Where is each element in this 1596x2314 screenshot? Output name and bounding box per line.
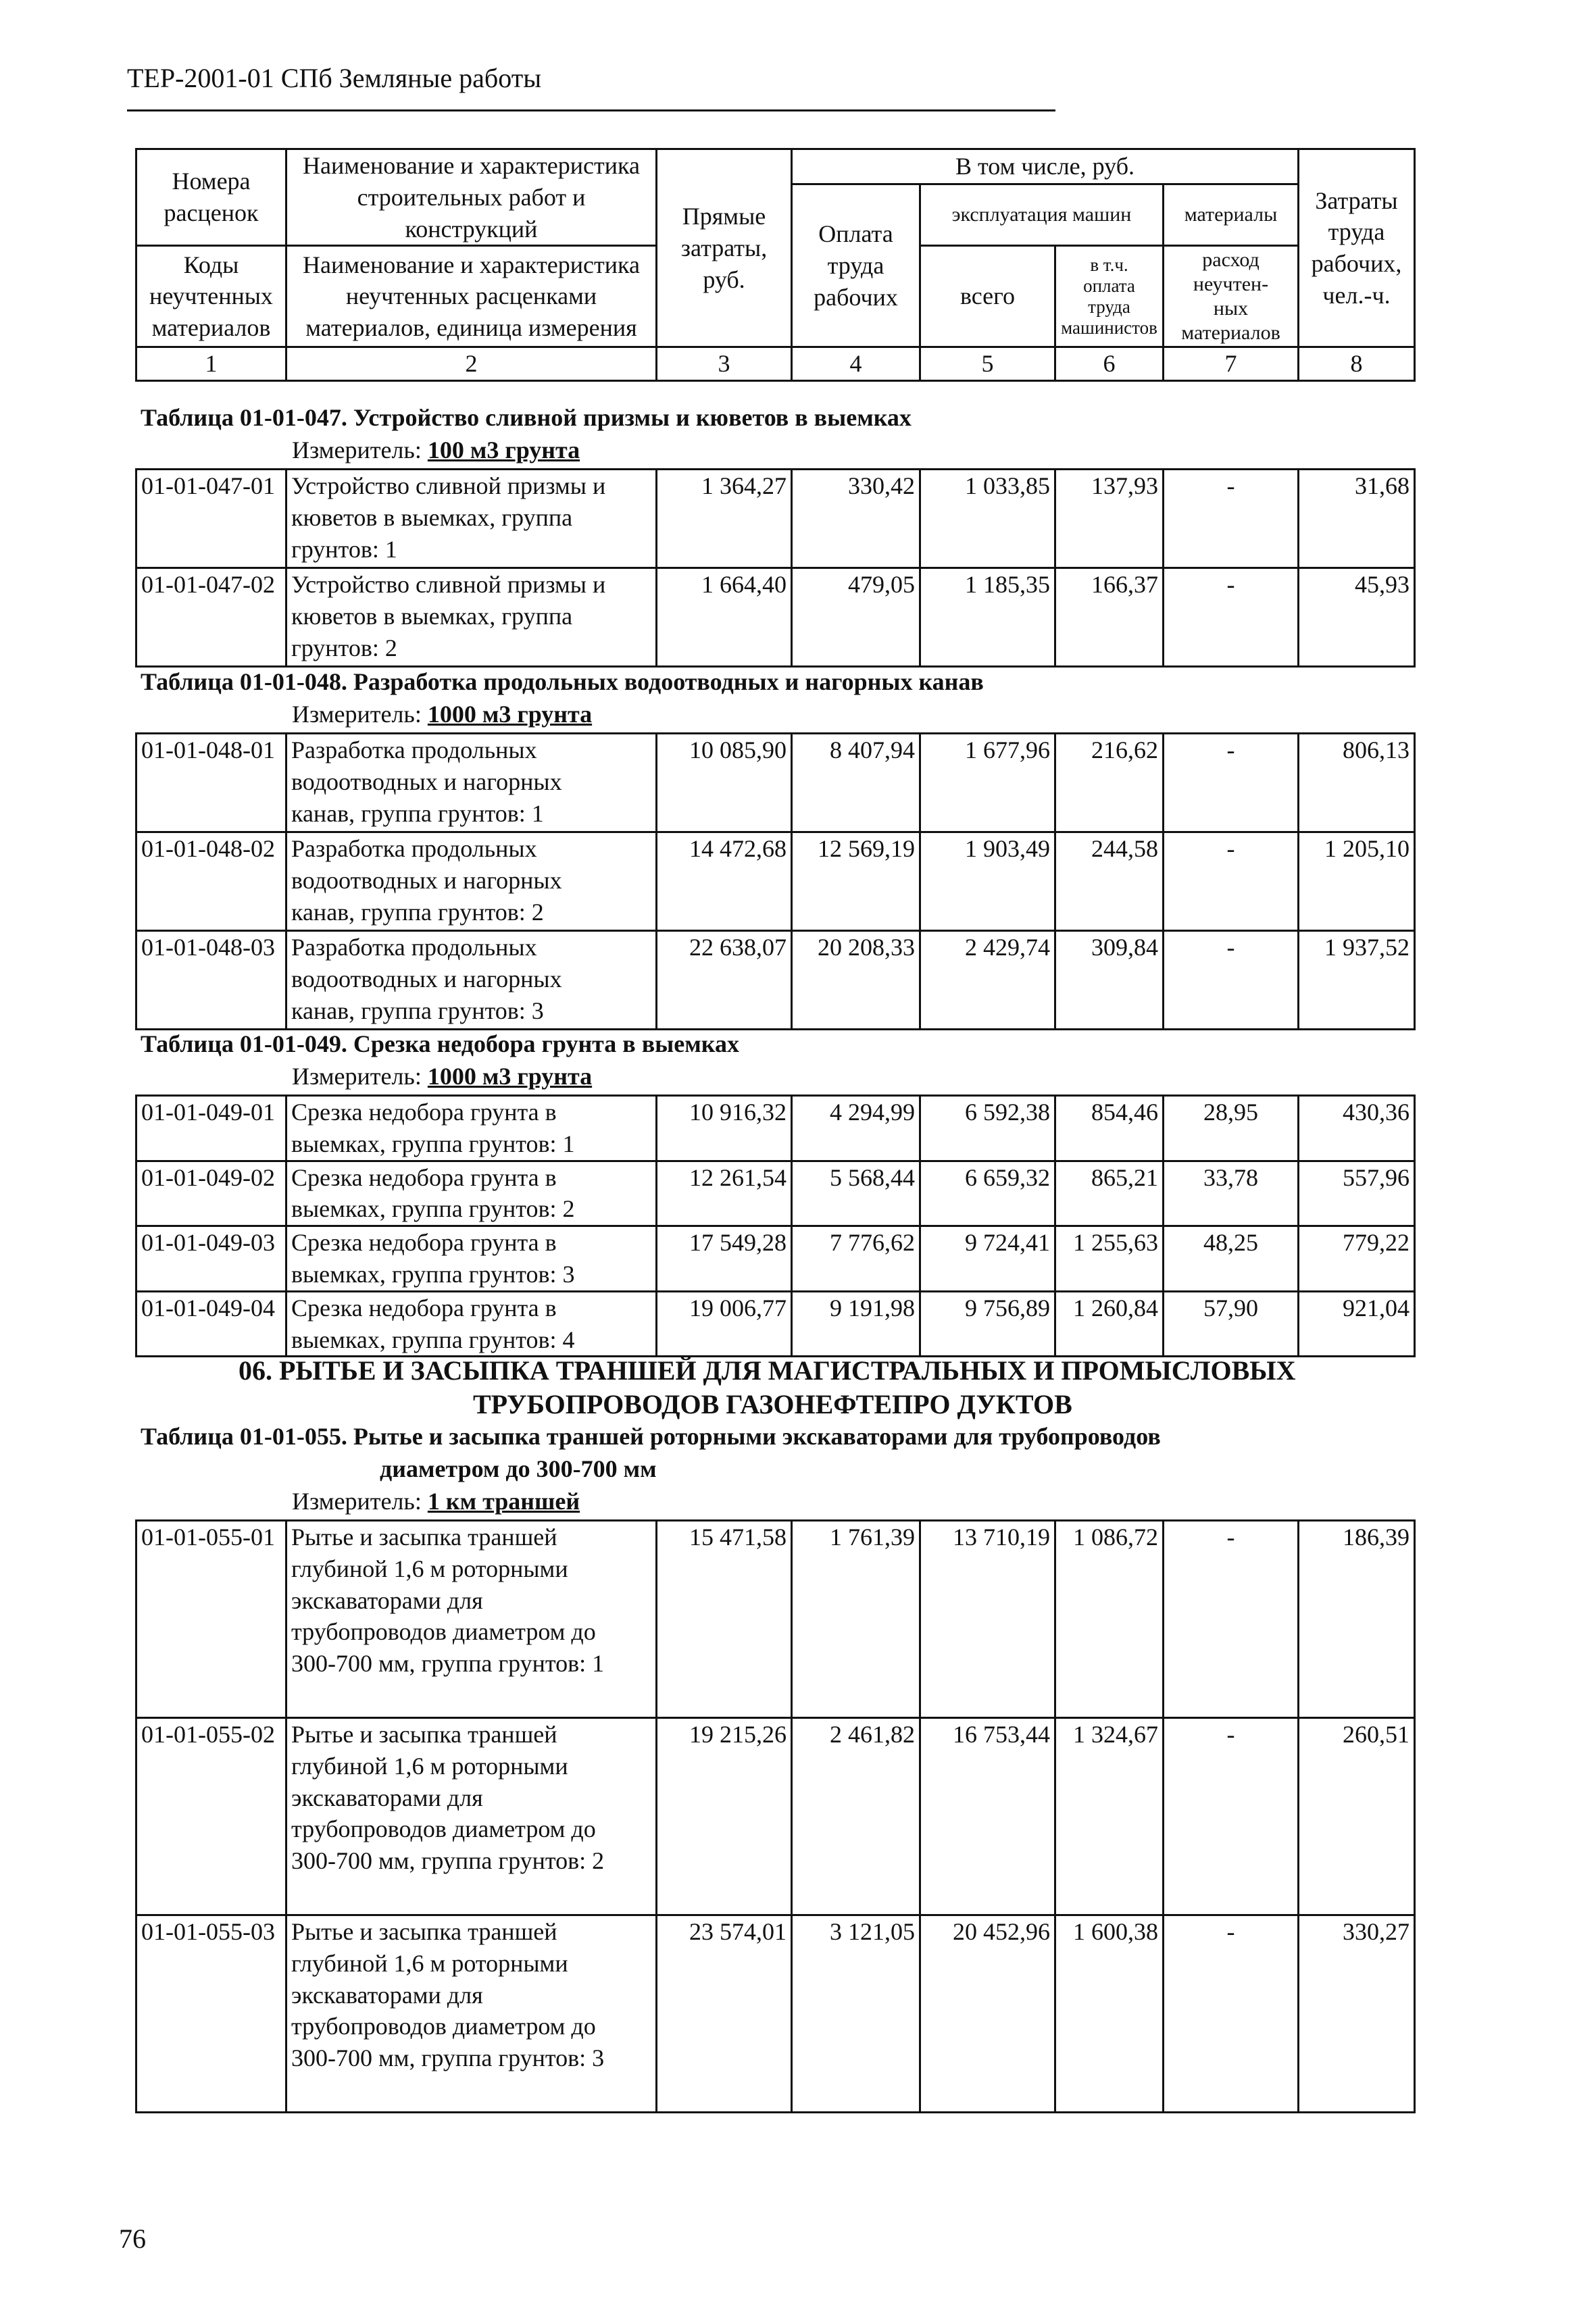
- header-col-number: 4: [792, 347, 920, 381]
- unaccounted-materials: -: [1164, 568, 1299, 667]
- header-col-number: 8: [1299, 347, 1415, 381]
- labor-costs: 330,27: [1299, 1915, 1415, 2113]
- worker-wages: 20 208,33: [792, 931, 920, 1030]
- rate-code: 01-01-055-03: [136, 1915, 286, 2113]
- work-description: [286, 1521, 657, 1718]
- description-line: Разработка продольных: [291, 934, 537, 961]
- worker-wages: 9 191,98: [792, 1291, 920, 1357]
- description-line: экскаваторами для: [291, 1784, 483, 1811]
- header-line: труда: [1328, 218, 1385, 246]
- table-row: [136, 832, 1415, 931]
- labor-costs: 1 937,52: [1299, 931, 1415, 1030]
- labor-costs: 557,96: [1299, 1161, 1415, 1226]
- header-line: чел.-ч.: [1322, 281, 1391, 309]
- running-head: ТЕР-2001-01 СПб Земляные работы: [127, 63, 542, 93]
- description-line: 300-700 мм, группа грунтов: 1: [291, 1650, 605, 1678]
- table-row: [136, 470, 1415, 568]
- machinist-wages: 1 260,84: [1055, 1291, 1164, 1357]
- description-line: трубопроводов диаметром до: [291, 1618, 596, 1646]
- description-line: глубиной 1,6 м роторными: [291, 1555, 568, 1582]
- machine-costs-total: 16 753,44: [920, 1718, 1055, 1915]
- table-048: [135, 732, 1416, 1030]
- rate-code: 01-01-049-04: [136, 1291, 286, 1357]
- header-line: Номера: [172, 168, 251, 195]
- header-line: Коды: [183, 251, 239, 278]
- header-line: неучтенных: [149, 282, 273, 310]
- work-description: [286, 1718, 657, 1915]
- rate-code: 01-01-049-02: [136, 1161, 286, 1226]
- labor-costs: 430,36: [1299, 1096, 1415, 1161]
- worker-wages: 4 294,99: [792, 1096, 920, 1161]
- machinist-wages: 1 086,72: [1055, 1521, 1164, 1718]
- labor-costs: 260,51: [1299, 1718, 1415, 1915]
- header-line: материалов, единица измерения: [305, 314, 637, 342]
- rate-code: 01-01-049-03: [136, 1226, 286, 1292]
- description-line: грунтов: 1: [291, 535, 397, 563]
- machinist-wages: 1 324,67: [1055, 1718, 1164, 1915]
- labor-costs: 806,13: [1299, 734, 1415, 832]
- header-line: затраты,: [680, 234, 768, 261]
- description-line: водоотводных и нагорных: [291, 965, 562, 992]
- work-description: [286, 832, 657, 931]
- header-col6: [1055, 246, 1164, 347]
- machine-costs-total: 20 452,96: [920, 1915, 1055, 2113]
- header-line: руб.: [703, 266, 745, 293]
- header-line: Затраты: [1315, 186, 1398, 214]
- header-line: машинистов: [1061, 317, 1157, 338]
- table-row: [136, 931, 1415, 1030]
- machinist-wages: 854,46: [1055, 1096, 1164, 1161]
- machine-costs-total: 9 724,41: [920, 1226, 1055, 1292]
- machinist-wages: 166,37: [1055, 568, 1164, 667]
- worker-wages: 2 461,82: [792, 1718, 920, 1915]
- machine-costs-total: 13 710,19: [920, 1521, 1055, 1718]
- description-line: глубиной 1,6 м роторными: [291, 1949, 568, 1977]
- table-row: [136, 568, 1415, 667]
- header-line: Прямые: [682, 203, 766, 230]
- direct-costs: 12 261,54: [657, 1161, 792, 1226]
- header-group: В том числе, руб.: [792, 149, 1299, 184]
- rate-code: 01-01-048-01: [136, 734, 286, 832]
- header-line: в т.ч.: [1090, 254, 1128, 275]
- table-055-caption-line2: диаметром до 300-700 мм: [380, 1455, 657, 1482]
- unaccounted-materials: -: [1164, 1915, 1299, 2113]
- table-047-caption: Таблица 01-01-047. Устройство сливной призмы и кюветов в выемках: [141, 404, 912, 431]
- description-line: кюветов в выемках, группа: [291, 503, 573, 531]
- direct-costs: 14 472,68: [657, 832, 792, 931]
- description-line: Разработка продольных: [291, 736, 537, 763]
- unaccounted-materials: -: [1164, 931, 1299, 1030]
- header-col4: [792, 184, 920, 347]
- description-line: экскаваторами для: [291, 1586, 483, 1614]
- section-06-title-line2: ТРУБОПРОВОДОВ ГАЗОНЕФТЕПРО ДУКТОВ: [473, 1389, 1072, 1419]
- table-row: [136, 1291, 1415, 1357]
- header-col5: всего: [920, 246, 1055, 347]
- header-line: Оплата: [818, 220, 893, 247]
- description-line: трубопроводов диаметром до: [291, 1815, 596, 1843]
- rate-code: 01-01-055-02: [136, 1718, 286, 1915]
- machinist-wages: 865,21: [1055, 1161, 1164, 1226]
- machinist-wages: 1 600,38: [1055, 1915, 1164, 2113]
- table-048-measure: Измеритель: 1000 м3 грунта: [292, 701, 593, 728]
- table-055-measure: Измеритель: 1 км траншей: [292, 1488, 580, 1515]
- unaccounted-materials: -: [1164, 470, 1299, 568]
- rate-code: 01-01-047-02: [136, 568, 286, 667]
- description-line: Разработка продольных: [291, 835, 537, 862]
- page-number: 76: [119, 2223, 146, 2254]
- labor-costs: 921,04: [1299, 1291, 1415, 1357]
- header-line: Наименование и характеристика: [303, 152, 640, 179]
- header-machines: эксплуатация машин: [920, 184, 1164, 246]
- table-row: [136, 1096, 1415, 1161]
- table-047: [135, 468, 1416, 668]
- work-description: [286, 1096, 657, 1161]
- worker-wages: 7 776,62: [792, 1226, 920, 1292]
- description-line: выемках, группа грунтов: 3: [291, 1260, 575, 1288]
- description-line: Устройство сливной призмы и: [291, 472, 606, 499]
- direct-costs: 10 916,32: [657, 1096, 792, 1161]
- header-col-number: 5: [920, 347, 1055, 381]
- header-line: строительных работ и конструкций: [357, 183, 586, 243]
- table-055-caption: Таблица 01-01-055. Рытье и засыпка траншей роторными экскаваторами для трубопроводов: [141, 1423, 1161, 1450]
- work-description: [286, 470, 657, 568]
- header-line: труда: [827, 251, 884, 279]
- description-line: выемках, группа грунтов: 2: [291, 1195, 575, 1223]
- description-line: канав, группа грунтов: 3: [291, 997, 544, 1024]
- header-line: расценок: [164, 199, 259, 227]
- machine-costs-total: 1 033,85: [920, 470, 1055, 568]
- direct-costs: 23 574,01: [657, 1915, 792, 2113]
- table-row: [136, 1915, 1415, 2113]
- header-col-number: 6: [1055, 347, 1164, 381]
- header-col2-bottom: [286, 246, 657, 347]
- header-col1-bottom: [136, 246, 286, 347]
- header-materials: материалы: [1164, 184, 1299, 246]
- unaccounted-materials: -: [1164, 1521, 1299, 1718]
- machine-costs-total: 6 592,38: [920, 1096, 1055, 1161]
- description-line: выемках, группа грунтов: 1: [291, 1130, 575, 1157]
- rate-code: 01-01-048-02: [136, 832, 286, 931]
- unaccounted-materials: 57,90: [1164, 1291, 1299, 1357]
- table-048-caption: Таблица 01-01-048. Разработка продольных водоотводных и нагорных канав: [141, 668, 984, 695]
- work-description: [286, 568, 657, 667]
- direct-costs: 19 215,26: [657, 1718, 792, 1915]
- labor-costs: 186,39: [1299, 1521, 1415, 1718]
- table-row: [136, 1226, 1415, 1292]
- machinist-wages: 244,58: [1055, 832, 1164, 931]
- work-description: [286, 734, 657, 832]
- header-line: неучтен-: [1193, 272, 1269, 295]
- description-line: Срезка недобора грунта в: [291, 1099, 557, 1126]
- description-line: Срезка недобора грунта в: [291, 1163, 557, 1191]
- labor-costs: 779,22: [1299, 1226, 1415, 1292]
- machinist-wages: 137,93: [1055, 470, 1164, 568]
- table-049-caption: Таблица 01-01-049. Срезка недобора грунта в выемках: [141, 1030, 739, 1057]
- header-col-number: 3: [657, 347, 792, 381]
- unaccounted-materials: -: [1164, 1718, 1299, 1915]
- labor-costs: 31,68: [1299, 470, 1415, 568]
- unaccounted-materials: 28,95: [1164, 1096, 1299, 1161]
- rate-code: 01-01-047-01: [136, 470, 286, 568]
- direct-costs: 1 664,40: [657, 568, 792, 667]
- header-line: материалов: [151, 314, 271, 342]
- unaccounted-materials: -: [1164, 734, 1299, 832]
- labor-costs: 45,93: [1299, 568, 1415, 667]
- unaccounted-materials: 48,25: [1164, 1226, 1299, 1292]
- header-col2-top: [286, 149, 657, 246]
- work-description: [286, 1915, 657, 2113]
- header-col-number: 1: [136, 347, 286, 381]
- description-line: кюветов в выемках, группа: [291, 602, 573, 630]
- column-header-table: [135, 148, 1416, 382]
- table-049-measure: Измеритель: 1000 м3 грунта: [292, 1063, 593, 1090]
- direct-costs: 19 006,77: [657, 1291, 792, 1357]
- machinist-wages: 309,84: [1055, 931, 1164, 1030]
- work-description: [286, 1226, 657, 1292]
- description-line: Срезка недобора грунта в: [291, 1229, 557, 1257]
- worker-wages: 3 121,05: [792, 1915, 920, 2113]
- table-055: [135, 1519, 1416, 2113]
- machinist-wages: 1 255,63: [1055, 1226, 1164, 1292]
- header-col-number: 2: [286, 347, 657, 381]
- description-line: водоотводных и нагорных: [291, 866, 562, 894]
- machine-costs-total: 2 429,74: [920, 931, 1055, 1030]
- unaccounted-materials: 33,78: [1164, 1161, 1299, 1226]
- description-line: глубиной 1,6 м роторными: [291, 1752, 568, 1780]
- work-description: [286, 1291, 657, 1357]
- header-rule: [127, 109, 1055, 111]
- direct-costs: 15 471,58: [657, 1521, 792, 1718]
- description-line: Рытье и засыпка траншей: [291, 1524, 557, 1551]
- labor-costs: 1 205,10: [1299, 832, 1415, 931]
- header-line: расход: [1202, 248, 1260, 271]
- rate-code: 01-01-048-03: [136, 931, 286, 1030]
- worker-wages: 12 569,19: [792, 832, 920, 931]
- direct-costs: 17 549,28: [657, 1226, 792, 1292]
- header-col1-top: [136, 149, 286, 246]
- worker-wages: 330,42: [792, 470, 920, 568]
- description-line: грунтов: 2: [291, 634, 397, 661]
- header-line: оплата: [1083, 275, 1135, 296]
- description-line: экскаваторами для: [291, 1981, 483, 2009]
- description-line: 300-700 мм, группа грунтов: 2: [291, 1847, 605, 1875]
- worker-wages: 1 761,39: [792, 1521, 920, 1718]
- unaccounted-materials: -: [1164, 832, 1299, 931]
- machine-costs-total: 6 659,32: [920, 1161, 1055, 1226]
- table-047-measure: Измеритель: 100 м3 грунта: [292, 436, 580, 463]
- header-line: труда: [1088, 296, 1130, 317]
- description-line: канав, группа грунтов: 2: [291, 898, 544, 926]
- header-line: Наименование и характеристика: [303, 251, 640, 278]
- direct-costs: 1 364,27: [657, 470, 792, 568]
- worker-wages: 8 407,94: [792, 734, 920, 832]
- description-line: Рытье и засыпка траншей: [291, 1918, 557, 1945]
- machine-costs-total: 1 677,96: [920, 734, 1055, 832]
- table-row: [136, 1521, 1415, 1718]
- rate-code: 01-01-049-01: [136, 1096, 286, 1161]
- worker-wages: 479,05: [792, 568, 920, 667]
- header-col8: [1299, 149, 1415, 347]
- description-line: водоотводных и нагорных: [291, 768, 562, 795]
- direct-costs: 10 085,90: [657, 734, 792, 832]
- header-line: неучтенных расценками: [345, 282, 597, 310]
- table-row: [136, 734, 1415, 832]
- machinist-wages: 216,62: [1055, 734, 1164, 832]
- work-description: [286, 1161, 657, 1226]
- section-06-title-line1: 06. РЫТЬЕ И ЗАСЫПКА ТРАНШЕЙ ДЛЯ МАГИСТРАЛЬНЫХ И ПРОМЫСЛОВЫХ: [239, 1355, 1296, 1386]
- header-col7: [1164, 246, 1299, 347]
- table-049: [135, 1095, 1416, 1357]
- header-line: рабочих,: [1311, 250, 1402, 278]
- table-row: [136, 1161, 1415, 1226]
- rate-code: 01-01-055-01: [136, 1521, 286, 1718]
- header-line: материалов: [1181, 321, 1280, 344]
- header-col3: [657, 149, 792, 347]
- description-line: выемках, группа грунтов: 4: [291, 1326, 575, 1353]
- machine-costs-total: 1 185,35: [920, 568, 1055, 667]
- description-line: Срезка недобора грунта в: [291, 1294, 557, 1322]
- header-line: ных: [1213, 297, 1249, 320]
- description-line: Рытье и засыпка траншей: [291, 1721, 557, 1748]
- description-line: канав, группа грунтов: 1: [291, 799, 544, 827]
- direct-costs: 22 638,07: [657, 931, 792, 1030]
- machine-costs-total: 1 903,49: [920, 832, 1055, 931]
- description-line: 300-700 мм, группа грунтов: 3: [291, 2044, 605, 2072]
- description-line: трубопроводов диаметром до: [291, 2013, 596, 2040]
- table-row: [136, 1718, 1415, 1915]
- description-line: Устройство сливной призмы и: [291, 571, 606, 598]
- header-line: рабочих: [814, 283, 898, 311]
- header-col-number: 7: [1164, 347, 1299, 381]
- machine-costs-total: 9 756,89: [920, 1291, 1055, 1357]
- worker-wages: 5 568,44: [792, 1161, 920, 1226]
- work-description: [286, 931, 657, 1030]
